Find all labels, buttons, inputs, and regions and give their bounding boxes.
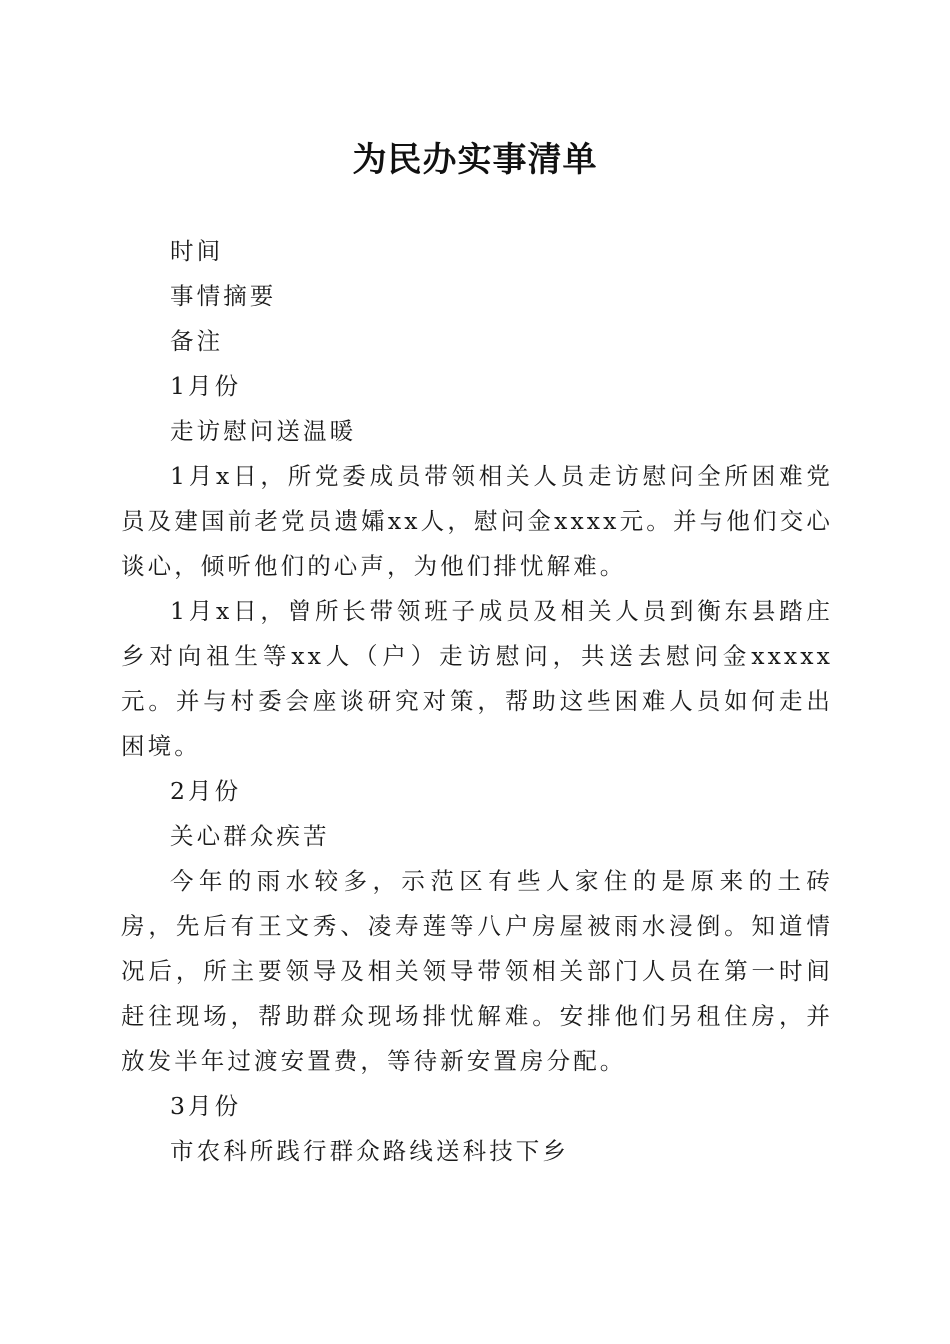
document-body <box>121 229 833 1174</box>
paragraph-month-march: 3月份 <box>170 1092 242 1120</box>
paragraph-march-topic: 市农科所践行群众路线送科技下乡 <box>170 1137 569 1165</box>
paragraph-january-item-2: 1月x日，曾所长带领班子成员及相关人员到衡东县踏庄乡对向祖生等xx人（户）走访慰问，共送去慰问金xxxxx元。并与村委会座谈研究对策，帮助这些困难人员如何走出困境。 <box>121 597 833 760</box>
paragraph-january-item-1: 1月x日，所党委成员带领相关人员走访慰问全所困难党员及建国前老党员遗孀xx人，慰问金xxxx元。并与他们交心谈心，倾听他们的心声，为他们排忧解难。 <box>121 462 833 580</box>
page-title: 为民办实事清单 <box>352 140 598 180</box>
paragraph-summary-header: 事情摘要 <box>170 282 277 310</box>
paragraph-february-item-1: 今年的雨水较多，示范区有些人家住的是原来的土砖房，先后有王文秀、凌寿莲等八户房屋被雨水浸倒。知道情况后，所主要领导及相关领导带领相关部门人员在第一时间赶往现场，帮助群众现场排忧解难。安排他们另租住房，并放发半年过渡安置费，等待新安置房分配。 <box>121 867 833 1075</box>
paragraph-february-topic: 关心群众疾苦 <box>170 822 330 850</box>
paragraph-month-february: 2月份 <box>170 777 242 805</box>
paragraph-time-header: 时间 <box>170 237 224 265</box>
paragraph-notes-header: 备注 <box>170 327 224 355</box>
paragraph-january-topic: 走访慰问送温暖 <box>170 417 357 445</box>
paragraph-month-january: 1月份 <box>170 372 242 400</box>
